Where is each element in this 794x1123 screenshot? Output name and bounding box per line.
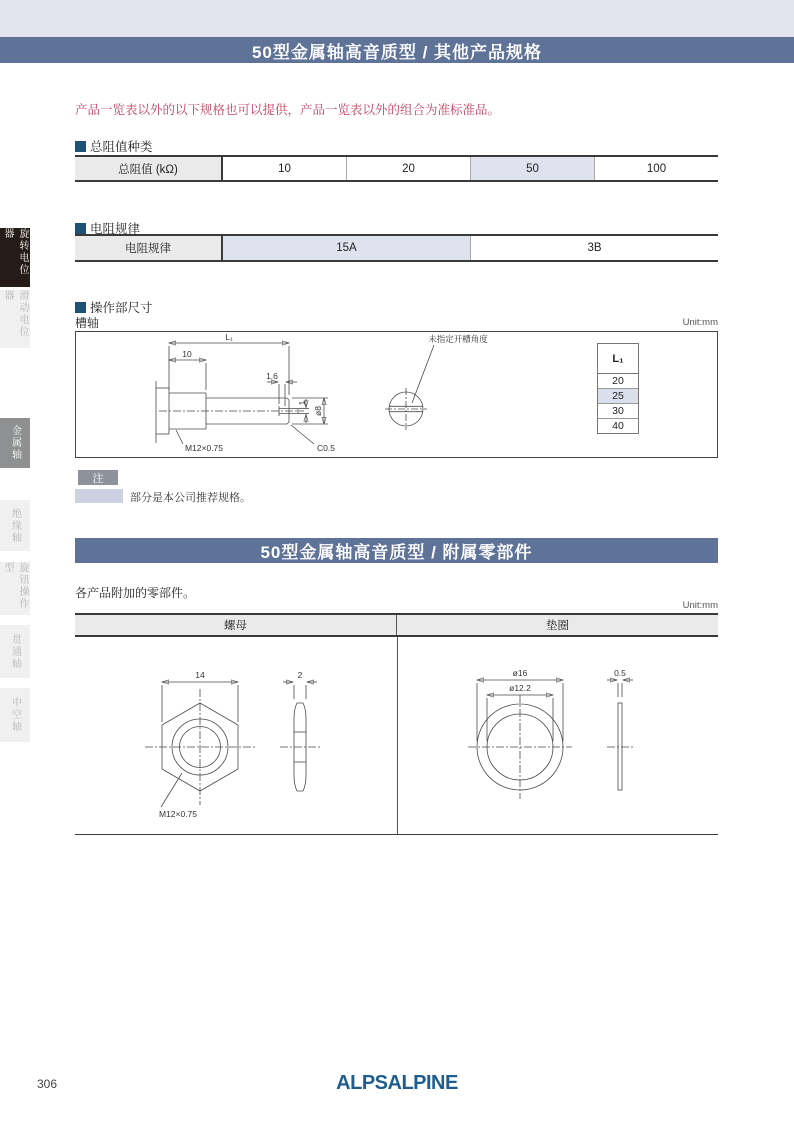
top-band <box>0 0 794 37</box>
dim-shaft-dia: ø8 <box>313 406 323 416</box>
table-cell: 20 <box>347 157 471 180</box>
dim-washer-inner: ø12.2 <box>509 683 531 693</box>
table-cell: 3B <box>471 236 718 260</box>
nut-washer-drawing <box>75 637 716 834</box>
dim-washer-thickness: 0.5 <box>614 668 626 678</box>
unit-label: Unit:mm <box>682 317 718 328</box>
dim-washer-outer: ø16 <box>512 668 528 678</box>
sidebar-tab-knob-operation[interactable]: 旋钮操作型 <box>0 562 30 615</box>
row-label: 电阻规律 <box>75 236 223 260</box>
l1-length-table <box>597 343 639 434</box>
taper-table <box>75 234 718 262</box>
table-cell: 100 <box>595 157 718 180</box>
table-cell-highlighted: 15A <box>223 236 471 260</box>
dim-nut-thickness: 2 <box>297 670 303 680</box>
column-header-nut: 螺母 <box>75 615 397 635</box>
sidebar-tab-slide-potentiometer[interactable]: 滑动电位器 <box>0 290 30 348</box>
parts-intro: 各产品附加的零部件。 <box>75 586 196 600</box>
dim-thread-length: 10 <box>182 349 192 359</box>
sidebar-tab-rotary-potentiometer[interactable]: 旋转电位器 <box>0 228 30 287</box>
sidebar-tab-metal-shaft[interactable]: 金属轴 <box>0 418 30 468</box>
section-square-icon <box>75 141 86 152</box>
column-divider <box>397 637 398 834</box>
shaft-drawing-box <box>75 331 718 458</box>
dim-nut-width: 14 <box>195 670 205 680</box>
table-cell-highlighted: 50 <box>471 157 595 180</box>
section-title: 总阻值种类 <box>90 140 153 154</box>
section-square-icon <box>75 302 86 313</box>
page-number: 306 <box>37 1077 58 1091</box>
dim-chamfer: C0.5 <box>317 443 335 453</box>
note-text: 部分是本公司推荐规格。 <box>130 492 251 504</box>
parts-header-row <box>75 613 718 637</box>
l1-row-highlighted: 25 <box>598 389 638 404</box>
column-header-washer: 垫圈 <box>546 620 569 632</box>
sidebar-tab-through-shaft[interactable]: 贯通轴 <box>0 625 30 678</box>
intro-note: 产品一览表以外的以下规格也可以提供，产品一览表以外的组合为准标准品。 <box>75 103 501 117</box>
slot-angle-note: 未指定开槽角度 <box>428 334 488 344</box>
dim-nut-thread: M12×0.75 <box>158 809 198 819</box>
section-heading-resistance-types <box>75 137 153 155</box>
resistance-table <box>75 155 718 182</box>
section-title: 操作部尺寸 <box>90 301 153 315</box>
accessories-title: 50型金属轴高音质型 / 附属零部件 <box>75 538 718 563</box>
section-title: 电阻规律 <box>90 222 141 236</box>
page-title: 50型金属轴高音质型 / 其他产品规格 <box>0 37 794 63</box>
l1-row: 40 <box>612 420 624 432</box>
note-badge: 注 <box>78 470 118 485</box>
accessory-parts-table <box>75 613 718 835</box>
l1-row: 20 <box>598 374 638 389</box>
dim-thread: M12×0.75 <box>184 443 224 453</box>
section-square-icon <box>75 223 86 234</box>
shaft-type-label: 槽轴 <box>75 316 100 330</box>
l1-row: 30 <box>598 404 638 419</box>
dim-slot-depth: 1 <box>297 400 307 406</box>
row-label: 总阻值 (kΩ) <box>75 157 223 180</box>
alpsalpine-logo: ALPSALPINE <box>336 1072 458 1094</box>
dim-l1: L₁ <box>225 332 233 342</box>
dim-slot-width: 1.6 <box>266 371 278 381</box>
recommended-swatch <box>75 489 123 503</box>
l1-table-header: L₁ <box>598 344 638 374</box>
table-cell: 10 <box>223 157 347 180</box>
unit-label: Unit:mm <box>682 600 718 611</box>
parts-drawing-area <box>75 637 718 835</box>
sidebar-tab-insulated-shaft[interactable]: 绝缘轴 <box>0 500 30 551</box>
sidebar-tab-hollow-shaft[interactable]: 中空轴 <box>0 688 30 742</box>
